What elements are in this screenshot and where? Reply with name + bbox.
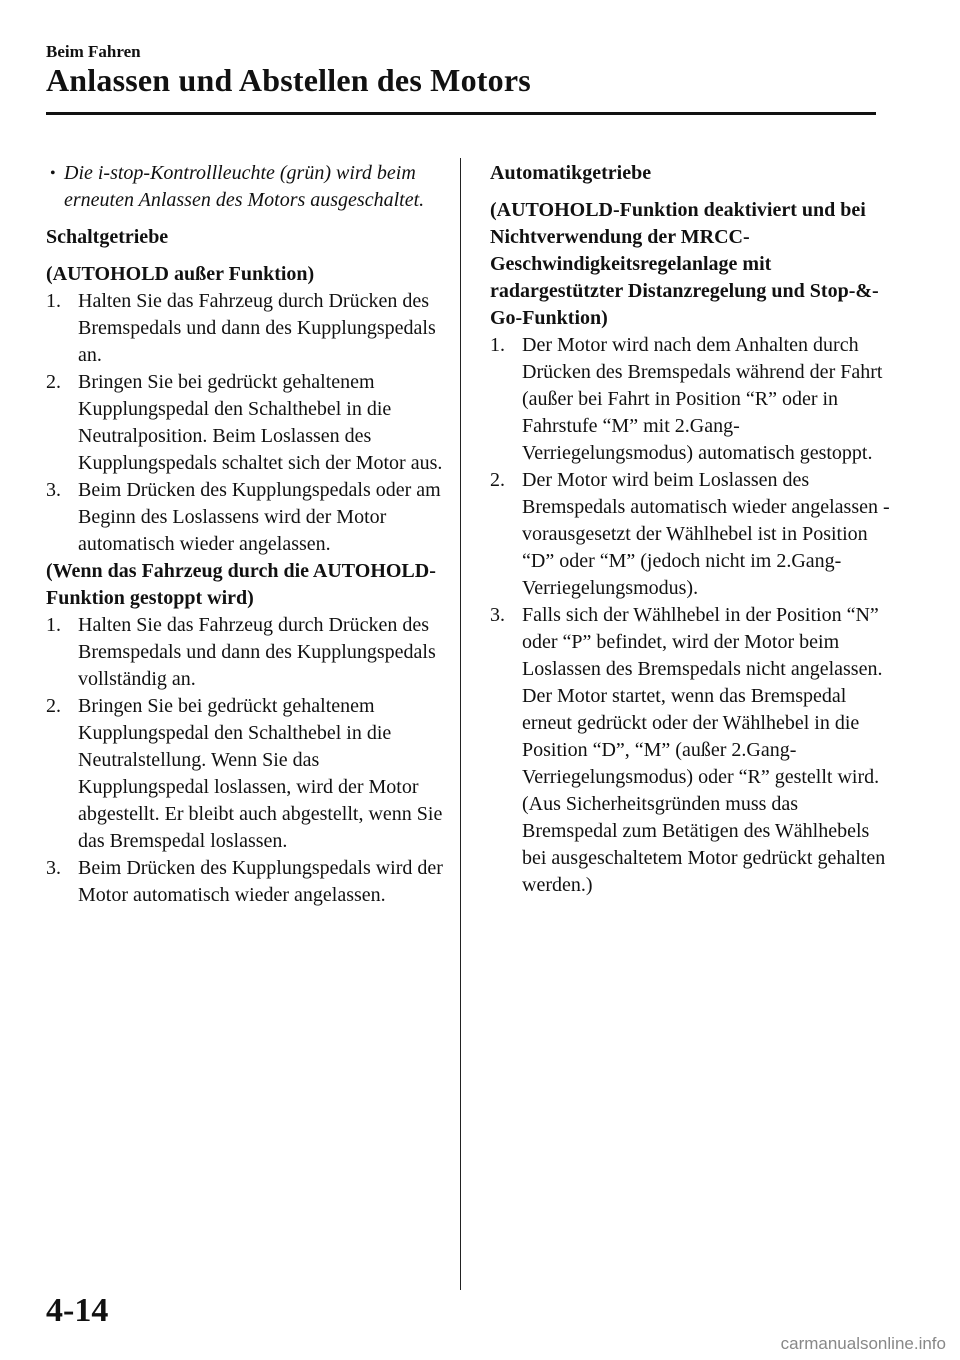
step-number: 1. bbox=[46, 290, 61, 312]
step-text: Halten Sie das Fahrzeug durch Drücken des Bremspedals und dann des Kupplungspedals vollständig an. bbox=[78, 614, 436, 690]
step-text: Der Motor wird beim Loslassen des Bremspedals automatisch wieder angelassen - vorausgesetzt der Wählhebel ist in Position “D” oder “M” (jedoch nicht im 2.Gang-Verriegelungsmodus). bbox=[522, 469, 890, 599]
autohold-off-heading: (AUTOHOLD außer Funktion) bbox=[46, 263, 315, 285]
title-divider bbox=[46, 112, 876, 115]
manual-transmission-heading: Schaltgetriebe bbox=[46, 226, 169, 248]
list-item bbox=[46, 612, 444, 693]
step-number: 1. bbox=[46, 614, 61, 636]
step-text: Halten Sie das Fahrzeug durch Drücken des Bremspedals und dann des Kupplungspedals an. bbox=[78, 290, 436, 366]
step-number: 1. bbox=[490, 334, 505, 356]
list-item bbox=[46, 288, 444, 369]
manual-steps-list-2 bbox=[46, 612, 444, 909]
left-column bbox=[46, 160, 444, 909]
step-number: 3. bbox=[490, 604, 505, 626]
page-number: 4-14 bbox=[46, 1292, 109, 1329]
list-item bbox=[490, 332, 890, 467]
list-item bbox=[46, 477, 444, 558]
step-number: 2. bbox=[46, 695, 61, 717]
note-text: Die i-stop-Kontrollleuchte (grün) wird beim erneuten Anlassen des Motors ausgeschaltet. bbox=[64, 162, 425, 211]
manual-steps-list bbox=[46, 288, 444, 558]
list-item bbox=[46, 369, 444, 477]
automatic-transmission-heading: Automatikgetriebe bbox=[490, 162, 652, 184]
list-item bbox=[490, 467, 890, 602]
page-title: Anlassen und Abstellen des Motors bbox=[46, 62, 531, 98]
step-text: Bringen Sie bei gedrückt gehaltenem Kupplungspedal den Schalthebel in die Neutralposition. Beim Loslassen des Kupplungspedals schaltet sich der Motor aus. bbox=[78, 371, 443, 474]
step-text: Beim Drücken des Kupplungspedals wird der Motor automatisch wieder angelassen. bbox=[78, 857, 443, 906]
step-text: Beim Drücken des Kupplungspedals oder am Beginn des Loslassens wird der Motor automatisch wieder angelassen. bbox=[78, 479, 441, 555]
autohold-deactivated-heading: (AUTOHOLD-Funktion deaktiviert und bei Nichtverwendung der MRCC-Geschwindigkeitsregelanlage mit radargestützter Distanzregelung und Stop-&-Go-Funktion) bbox=[490, 199, 879, 329]
list-item bbox=[490, 602, 890, 899]
step-text: Der Motor wird nach dem Anhalten durch Drücken des Bremspedals während der Fahrt (außer bei Fahrt in Position “R” oder in Fahrstufe “M” mit 2.Gang-Verriegelungsmodus) automatisch gestoppt. bbox=[522, 334, 883, 464]
bullet-icon: • bbox=[50, 165, 56, 182]
step-number: 2. bbox=[490, 469, 505, 491]
list-item bbox=[46, 855, 444, 909]
automatic-steps-list bbox=[490, 332, 890, 899]
step-number: 3. bbox=[46, 479, 61, 501]
column-divider bbox=[460, 158, 461, 1290]
step-text: Falls sich der Wählhebel in der Position “N” oder “P” befindet, wird der Motor beim Loslassen des Bremspedals nicht angelassen. Der Motor startet, wenn das Bremspedal erneut gedrückt oder der Wählhebel in die Position “D”, “M” (außer 2.Gang-Verriegelungsmodus) oder “R” gestellt wird. (Aus Sicherheitsgründen muss das Bremspedal zum Betätigen des Wählhebels bei ausgeschaltetem Motor gedrückt gehalten werden.) bbox=[522, 604, 886, 896]
watermark: carmanualsonline.info bbox=[780, 1334, 946, 1353]
step-text: Bringen Sie bei gedrückt gehaltenem Kupplungspedal den Schalthebel in die Neutralstellung. Wenn Sie das Kupplungspedal loslassen, wird der Motor abgestellt. Er bleibt auch abgestellt, wenn Sie das Bremspedal loslassen. bbox=[78, 695, 443, 852]
autohold-stopped-heading: (Wenn das Fahrzeug durch die AUTOHOLD-Funktion gestoppt wird) bbox=[46, 560, 436, 609]
list-item bbox=[46, 693, 444, 855]
step-number: 3. bbox=[46, 857, 61, 879]
right-column bbox=[490, 160, 890, 899]
section-label: Beim Fahren bbox=[46, 42, 141, 61]
step-number: 2. bbox=[46, 371, 61, 393]
indicator-note bbox=[46, 160, 444, 214]
